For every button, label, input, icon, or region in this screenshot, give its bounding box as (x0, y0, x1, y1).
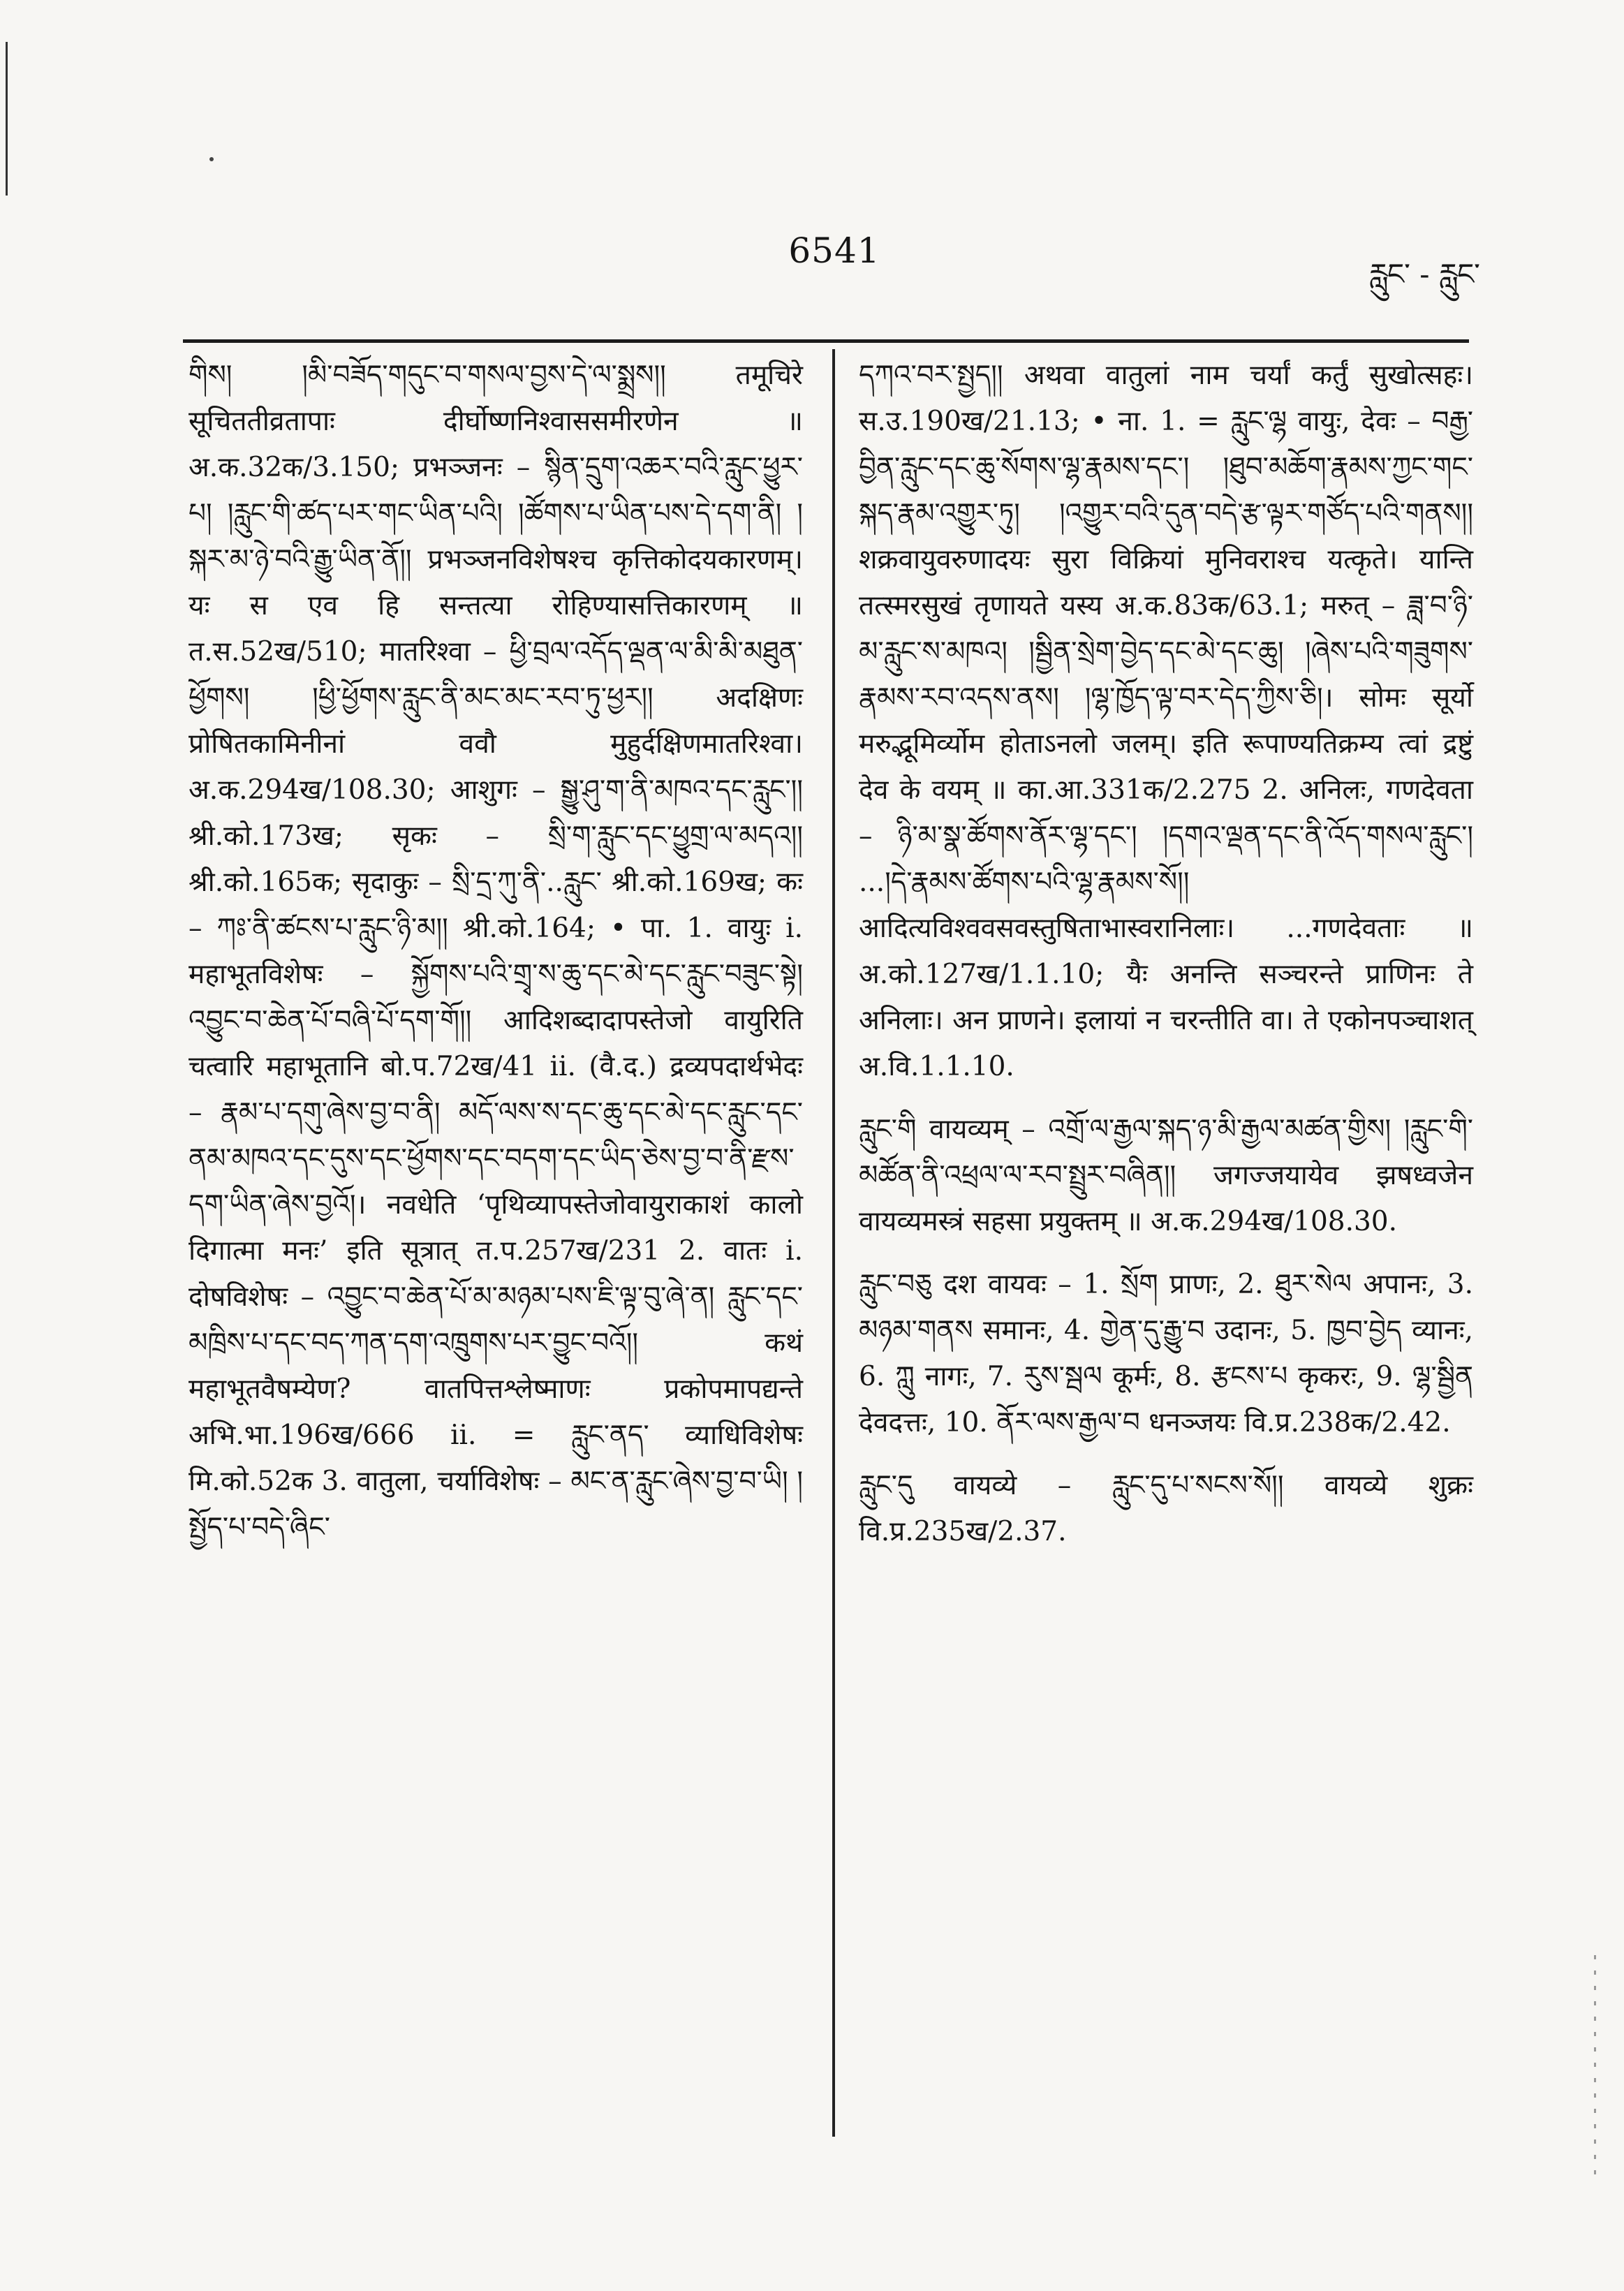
left-column (189, 353, 803, 1568)
entry-vayavyam: རླུང་གི वायव्यम् – འགྲོ་ལ་རྒྱལ་སྐད་ཉ་མི་རྒྱལ་མཚན་གྱིས། །རླུང་གི་མཚོན་ནི་འཕྲལ་ལ་རབ་སྤྲུར་བཞིན།། जगज्जयायेव झषध्वजेन वायव्यमस्त्रं सहसा प्रयुक्तम् ॥ अ.क.294ख/108.30. (859, 1114, 1473, 1237)
scan-margin-line (6, 42, 8, 196)
entry-dasha-vayavah: རླུང་བཅུ दश वायवः – 1. སྲོག प्राणः, 2. ཐུར་སེལ अपानः, 3. མཉམ་གནས समानः, 4. གྱེན་དུ་རྒྱུ་བ उदानः, 5. ཁྱབ་བྱེད व्यानः, 6. ཀླུ नागः, 7. རུས་སྦལ कूर्मः, 8. རྩངས་པ कृकरः, 9. ལྷ་སྦྱིན देवदत्तः, 10. ནོར་ལས་རྒྱལ་བ धनञ्जयः वि.प्र.238क/2.42. (859, 1269, 1473, 1438)
right-column (859, 353, 1473, 1572)
left-column-paragraph: གིས། །མི་བཟོད་གདུང་བ་གསལ་བྱས་དེ་ལ་སྨྲས།། तमूचिरे सूचिततीव्रतापाः दीर्घोष्णनिश्वाससमीरणेन ॥ अ.क.32क/3.150; प्रभञ्जनः – སྙིན་དྲུག་འཆར་བའི་རླུང་ཕྱུར་པ། །རླུང་གི་ཚད་པར་གང་ཡིན་པའི། །ཚོགས་པ་ཡིན་པས་དེ་དག་ནི། །སྐར་མ་ཉེ་བའི་རྒྱུ་ཡིན་ནོ།། प्रभञ्जनविशेषश्च कृत्तिकोदयकारणम्। यः स एव हि सन्तत्या रोहिण्यासत्तिकारणम् ॥ त.स.52ख/510; मातरिश्वा – ཕྱི་བྲལ་འདོད་ལྡན་ལ་མི་མི་མཐུན་ཕྱོགས། །ཕྱི་ཕྱོགས་རླུང་ནི་མང་མང་རབ་ཏུ་ཕྱར།། अदक्षिणः प्रोषितकामिनीनां ववौ मुहुर्दक्षिणमातरिश्वा। अ.क.294ख/108.30; आशुगः – སྒྱུ་ཤུ་ག་ནི་མཁའ་དང་རླུང་།། श्री.को.173ख; सृकः – སྲི་ག་རླུང་དང་ཕྱུགྲ་ལ་མདའ།། श्री.को.165क; सृदाकुः – སྲི་དྲ་ཀུ་ནི་..རླུང་ श्री.को.169ख; कः – ཀཿ་ནི་ཚངས་པ་རླུང་ཉི་མ།། श्री.को.164; • पा. 1. वायुः i. महाभूतविशेषः – སྐྱོགས་པའི་གྲྭ་ས་ཆུ་དང་མེ་དང་རླུང་བཟུང་སྟེ། འབྱུང་བ་ཆེན་པོ་བཞི་པོ་དག་གོ།། आदिशब्दादापस्तेजो वायुरिति चत्वारि महाभूतानि बो.प.72ख/41 ii. (वै.द.) द्रव्यपदार्थभेदः – རྣམ་པ་དགུ་ཞེས་བྱ་བ་ནི། མདོ་ལས་ས་དང་ཆུ་དང་མེ་དང་རླུང་དང་ནམ་མཁའ་དང་དུས་དང་ཕྱོགས་དང་བདག་དང་ཡིད་ཅེས་བྱ་བ་ནི་རྫས་དག་ཡིན་ཞེས་བྱའོ།। नवधेति ‘पृथिव्यापस्तेजोवायुराकाशं कालो दिगात्मा मनः’ इति सूत्रात् त.प.257ख/231 2. वातः i. दोषविशेषः – འབྱུང་བ་ཆེན་པོ་མ་མཉམ་པས་ཇི་ལྟ་བུ་ཞེ་ན། རླུང་དང་མཁྲིས་པ་དང་བད་ཀན་དག་འཁྲུགས་པར་བྱུང་བའོ།། कथं महाभूतवैषम्येण? वातपित्तश्लेष्माणः प्रकोपमापद्यन्ते अभि.भा.196ख/666 ii. = རླུང་ནད་ व्याधिविशेषः मि.को.52क 3. वातुला, चर्याविशेषः – མང་ན་རླུང་ཞེས་བྱ་བ་ཡི། །སྤྱོད་པ་བདེ་ཞིང་ (189, 360, 803, 1543)
running-head: རླུང་ - རླུང་ (1368, 257, 1480, 291)
scan-speck (209, 157, 214, 161)
entry-vayavye: རླུང་དུ वायव्ये – རླུང་དུ་པ་སངས་སོ།། वायव्ये शुक्रः वि.प्र.235ख/2.37. (859, 1470, 1473, 1547)
header-rule (183, 339, 1469, 343)
scan-edge-dots (1594, 1955, 1596, 2179)
column-divider (832, 349, 835, 2137)
right-column-paragraph: དཀའ་བར་སྤྱད།། अथवा वातुलां नाम चर्यां कर्तुं सुखोत्सहः। स.उ.190ख/21.13; • ना. 1. = རླུང་ལྷ वायुः, देवः – བརྒྱ་བྱིན་རླུང་དང་ཆུ་སོགས་ལྷ་རྣམས་དང་། །ཐུབ་མཆོག་རྣམས་ཀྱང་གང་སྐད་རྣམ་འགྱུར་ཏུ། །འགྱུར་བའི་དུན་བདེ་རྩ་ལྟར་གཙོད་པའི་གནས།། शक्रवायुवरुणादयः सुरा विक्रियां मुनिवराश्च यत्कृते। यान्ति तत्स्मरसुखं तृणायते यस्य अ.क.83क/63.1; मरुत् – ཟླ་བ་ཉི་མ་རླུང་ས་མཁའ། །སྦྱིན་སྲེག་བྱེད་དང་མེ་དང་ཆུ། །ཞེས་པའི་གཟུགས་རྣམས་རབ་འདས་ནས། །ལྷ་ཁྱོད་ལྟ་བར་དེད་ཀྱིས་ཅི།। सोमः सूर्यो मरुद्भूमिर्व्योम होताऽनलो जलम्। इति रूपाण्यतिक्रम्य त्वां द्रष्टुं देव के वयम् ॥ का.आ.331क/2.275 2. अनिलः, गणदेवता – ཉི་མ་སྣ་ཚོགས་ནོར་ལྷ་དང་། །དགའ་ལྡན་དང་ནི་འོད་གསལ་རླུང་། ...།དེ་རྣམས་ཚོགས་པའི་ལྷ་རྣམས་སོ།། आदित्यविश्ववसवस्तुषिताभास्वरानिलाः। ...गणदेवताः ॥ अ.को.127ख/1.1.10; यैः अनन्ति सञ्चरन्ते प्राणिनः ते अनिलाः। अन प्राणने। इलायां न चरन्तीति वा। ते एकोनपञ्चाशत् अ.वि.1.1.10. (859, 360, 1473, 1082)
page-number: 6541 (788, 230, 880, 271)
